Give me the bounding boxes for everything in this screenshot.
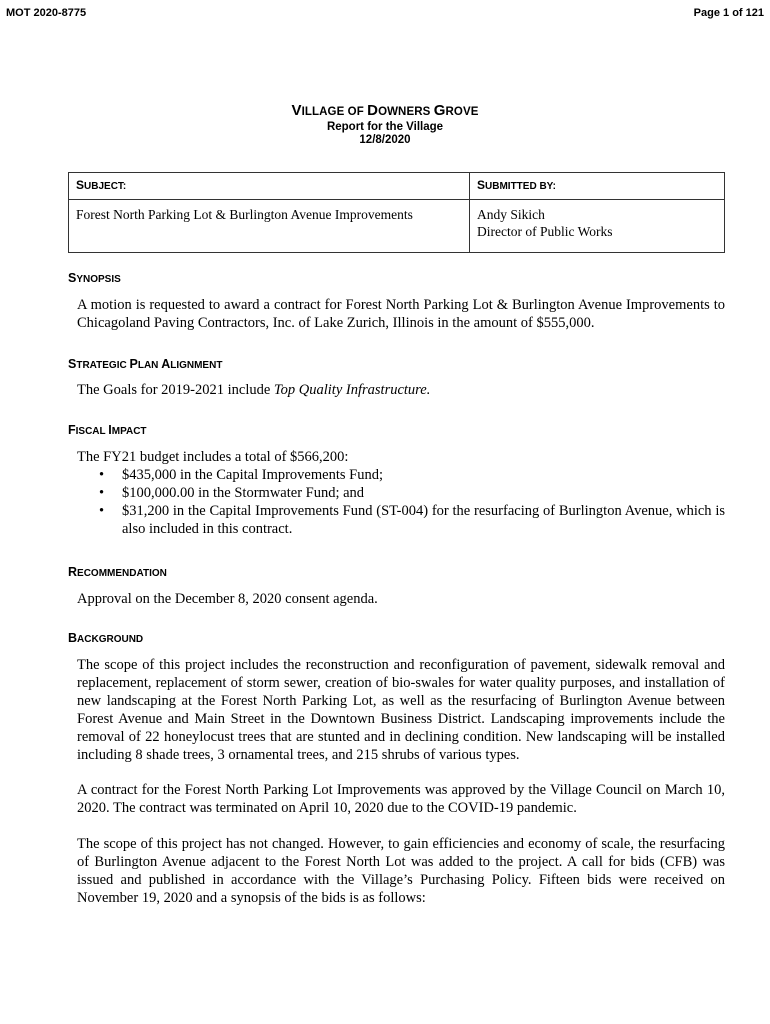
bullet-icon: • — [99, 503, 105, 519]
submitter-title: Director of Public Works — [477, 224, 613, 239]
recommendation-heading: RECOMMENDATION — [68, 565, 167, 579]
subject-value: Forest North Parking Lot & Burlington Avenue Improvements — [69, 200, 470, 253]
strategic-goal: Top Quality Infrastructure. — [273, 382, 431, 398]
background-paragraph-2: A contract for the Forest North Parking Lot Improvements was approved by the Village Council on March 10, 2020. The contract was terminated on April 10, 2020 due to the COVID-19 pandemic. — [77, 782, 725, 816]
synopsis-text: A motion is requested to award a contract for Forest North Parking Lot & Burlington Avenue Improvements to Chicagoland Paving Contractors, Inc. of Lake Zurich, Illinois in the amount of $555,000. — [77, 297, 725, 331]
document-date: 12/8/2020 — [359, 134, 411, 146]
submitter-name: Andy Sikich — [477, 207, 545, 222]
fiscal-bullet-list — [77, 466, 725, 538]
list-item: • $100,000.00 in the Stormwater Fund; and — [99, 485, 365, 501]
document-subtitle: Report for the Village — [326, 121, 444, 133]
fiscal-intro: The FY21 budget includes a total of $566,200: — [77, 449, 349, 465]
document-title: VILLAGE OF DOWNERS GROVE — [291, 102, 479, 119]
page-indicator: Page 1 of 121 — [693, 7, 764, 19]
subject-header: SUBJECT: — [69, 173, 470, 200]
document-id: MOT 2020-8775 — [6, 7, 87, 19]
background-paragraph-1: The scope of this project includes the reconstruction and reconfiguration of pavement, sidewalk removal and replacement, replacement of storm sewer, creation of bio-swales for water quality purposes, and installation of new landscaping at the Forest North Parking Lot, as well as the resurfacing of Burlington Avenue between Forest Avenue and Main Street in the Downtown Business District. Landscaping improvements include the removal of 22 honeylocust trees that are stunted and in declining condition. New landscaping will be installed including 8 shade trees, 3 ornamental trees, and 215 shrubs of various types. — [77, 657, 725, 763]
submitter-cell — [470, 200, 725, 253]
background-paragraph-3: The scope of this project has not changed. However, to gain efficiencies and economy of scale, the resurfacing of Burlington Avenue adjacent to the Forest North Lot was added to the project. A call for bids (CFB) was issued and published in accordance with the Village’s Purchasing Policy. Fifteen bids were received on November 19, 2020 and a synopsis of the bids is as follows: — [77, 836, 725, 906]
background-heading: BACKGROUND — [68, 631, 144, 645]
fiscal-impact-heading: FISCAL IMPACT — [68, 423, 147, 437]
synopsis-heading: SYNOPSIS — [68, 271, 121, 285]
list-item: • $435,000 in the Capital Improvements Fund; — [99, 467, 383, 483]
strategic-plan-text: The Goals for 2019-2021 include Top Quality Infrastructure. — [77, 382, 431, 398]
recommendation-text: Approval on the December 8, 2020 consent agenda. — [77, 591, 378, 607]
title-block — [0, 102, 770, 146]
bullet-icon: • — [99, 467, 105, 483]
list-item: • $31,200 in the Capital Improvements Fund (ST-004) for the resurfacing of Burlington Avenue, which is also included in this contract. — [99, 503, 725, 537]
subject-table — [68, 172, 725, 253]
bullet-icon: • — [99, 485, 105, 501]
submitted-by-header: SUBMITTED BY: — [470, 173, 725, 200]
strategic-plan-heading: STRATEGIC PLAN ALIGNMENT — [68, 357, 223, 371]
